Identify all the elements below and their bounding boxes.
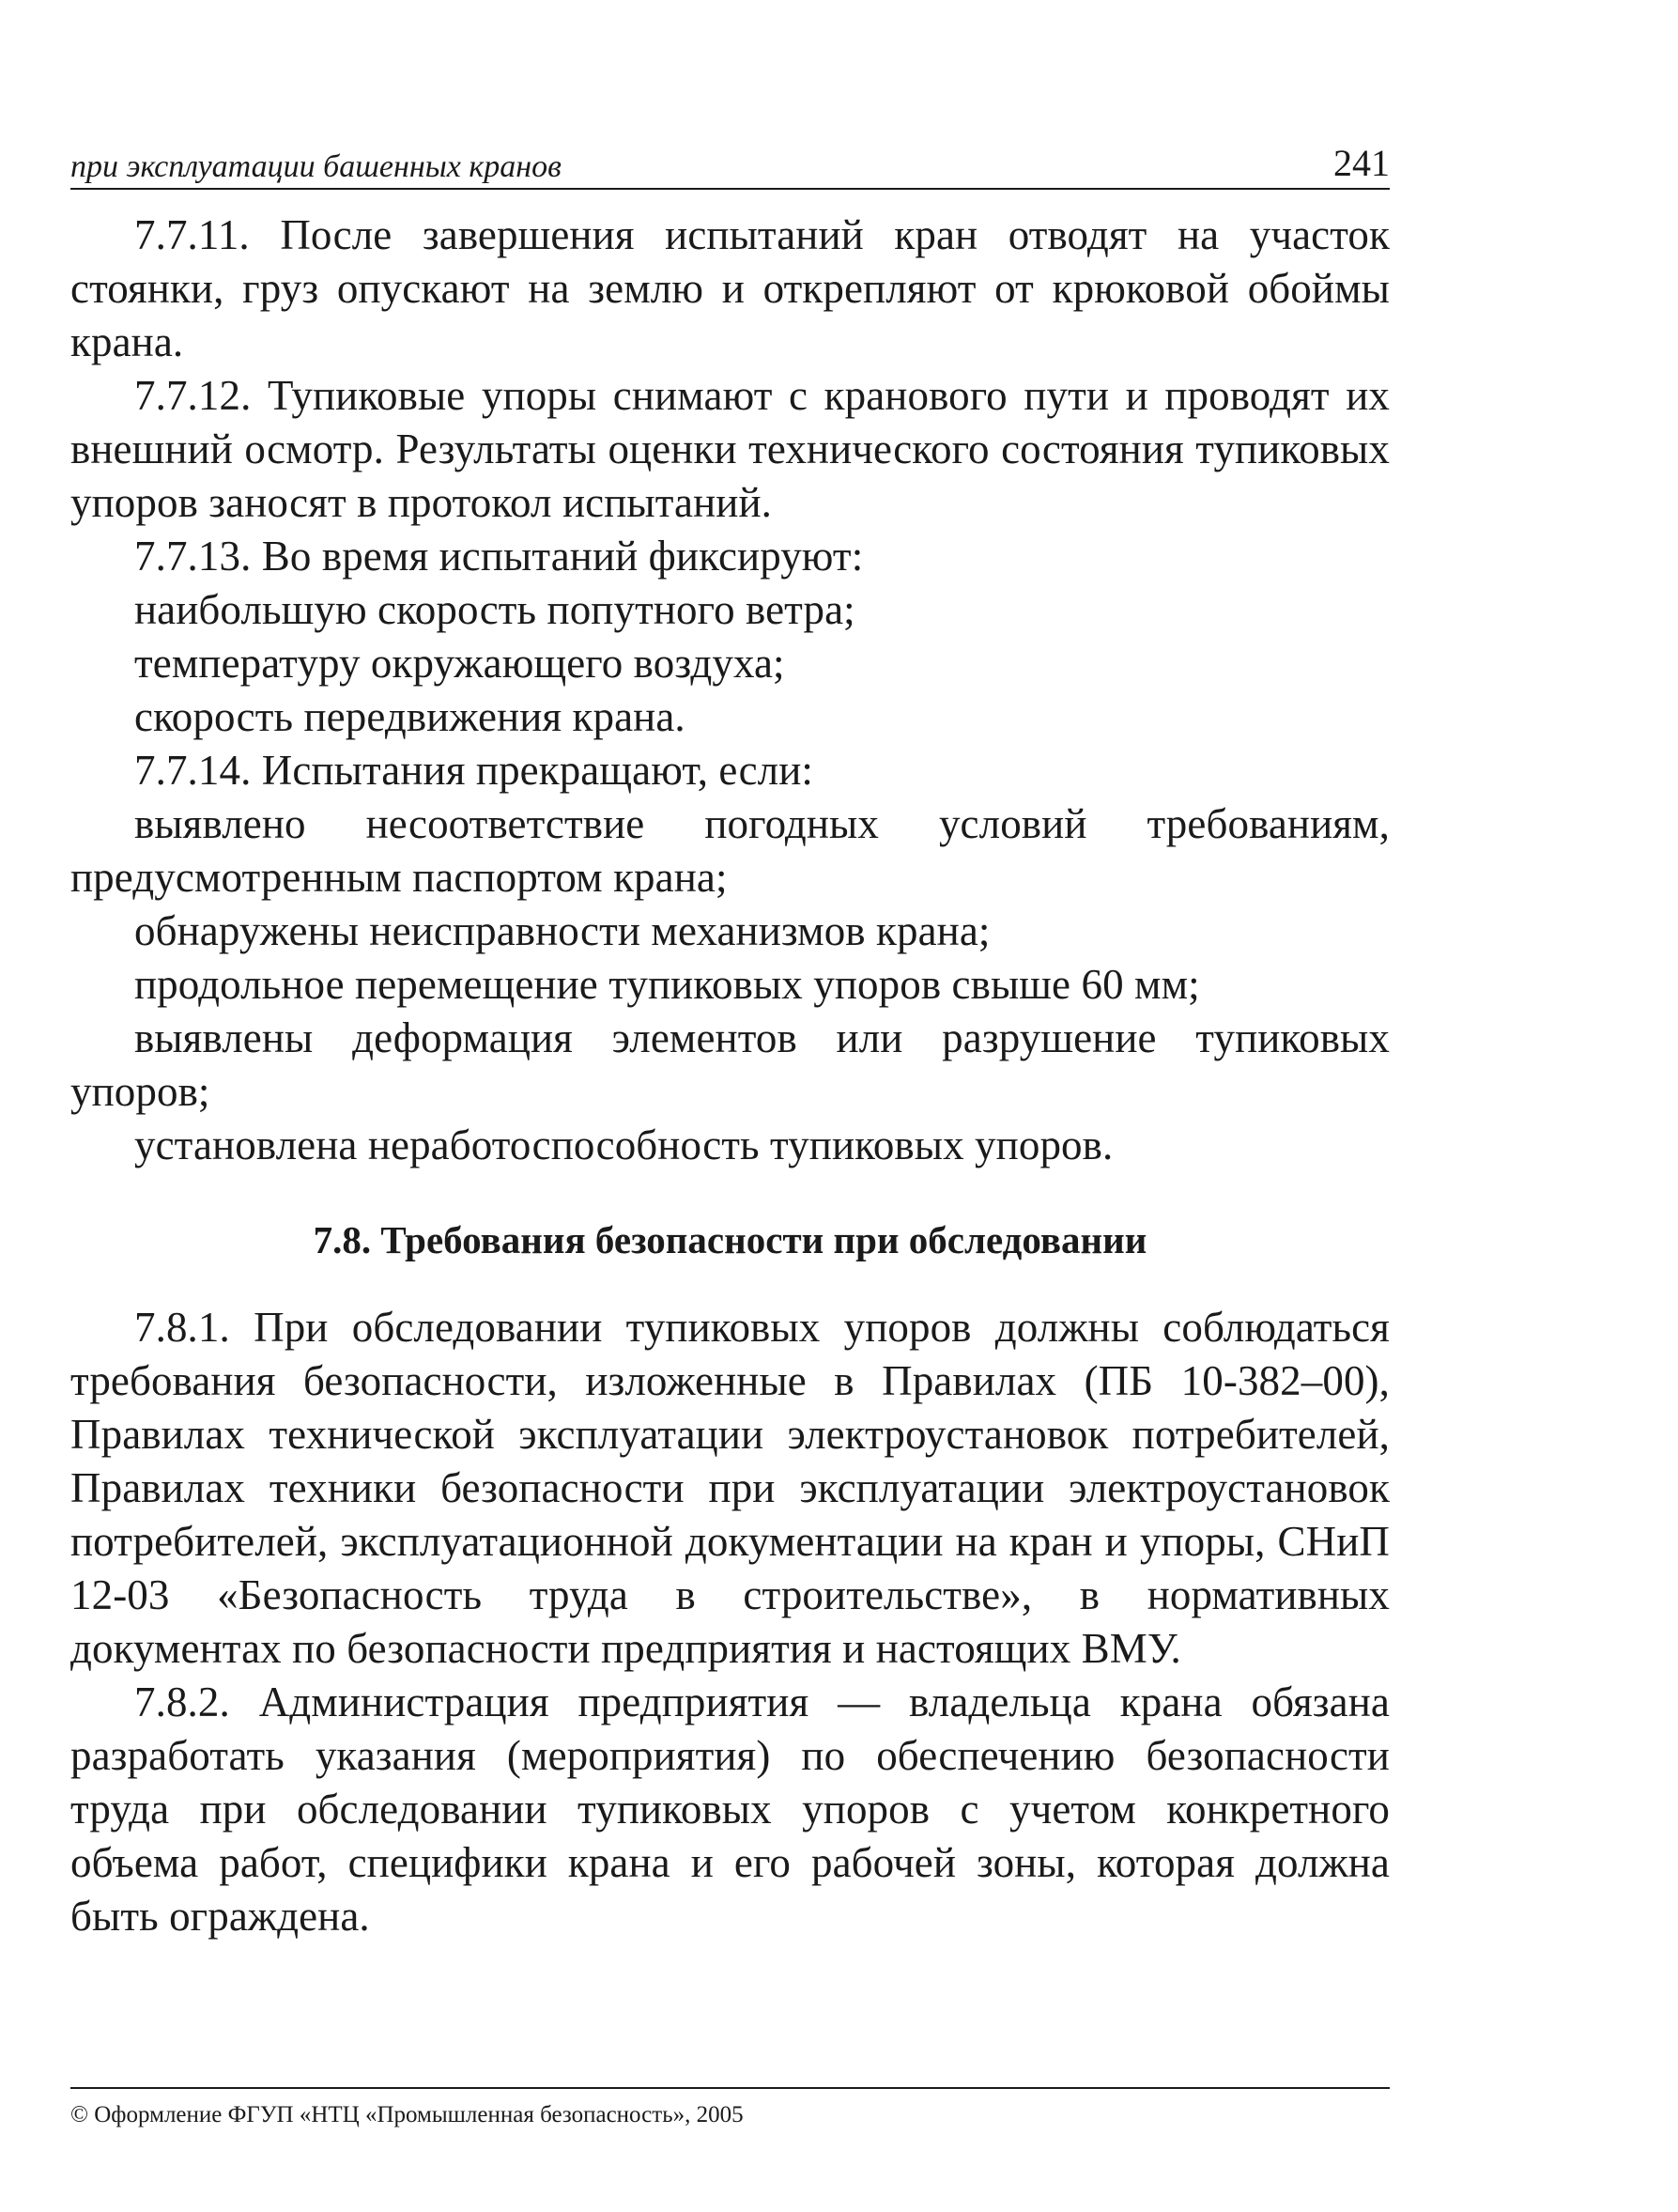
section-heading-7-8: 7.8. Требования безопасности при обследовании (313, 1218, 1147, 1261)
page-body (70, 209, 1390, 1943)
paragraph-7-7-14: 7.7.14. Испытания прекращают, если: (134, 747, 814, 794)
page-number: 241 (1333, 142, 1390, 184)
paragraph-7-7-12: 7.7.12. Тупиковые упоры снимают с кранового пути и проводят их внешний осмотр. Результаты оценки технического состояния тупиковых упоров заносят в протокол испытаний. (70, 372, 1390, 526)
footer-divider (70, 2087, 1390, 2089)
list-item-crane-speed: скорость передвижения крана. (134, 693, 685, 740)
paragraph-7-8-2: 7.8.2. Администрация предприятия — владельца крана обязана разработать указания (мероприятия) по обеспечению безопасности труда при обследовании тупиковых упоров с учетом конкретного объема работ, специфики крана и его рабочей зоны, которая должна быть ограждена. (70, 1678, 1390, 1940)
running-header (70, 141, 1390, 190)
list-item-wind-speed: наибольшую скорость попутного ветра; (134, 586, 855, 633)
list-item-inoperability: установлена неработоспособность тупиковых упоров. (134, 1121, 1114, 1168)
footer-copyright: © Оформление ФГУП «НТЦ «Промышленная безопасность», 2005 (70, 2102, 744, 2127)
paragraph-7-7-11: 7.7.11. После завершения испытаний кран отводят на участок стоянки, груз опускают на землю и открепляют от крюковой обоймы крана. (70, 211, 1390, 365)
header-title: при эксплуатации башенных кранов (70, 149, 562, 184)
list-item-longitudinal-displacement: продольное перемещение тупиковых упоров свыше 60 мм; (134, 961, 1200, 1008)
list-item-deformation: выявлены деформация элементов или разрушение тупиковых упоров; (70, 1014, 1390, 1115)
list-item-weather-mismatch: выявлено несоответствие погодных условий требованиям, предусмотренным паспортом крана; (70, 800, 1390, 901)
list-item-air-temperature: температуру окружающего воздуха; (134, 640, 785, 687)
list-item-mechanism-faults: обнаружены неисправности механизмов крана; (134, 907, 991, 954)
paragraph-7-8-1: 7.8.1. При обследовании тупиковых упоров должны соблюдаться требования безопасности, изложенные в Правилах (ПБ 10-382–00), Правилах технической эксплуатации электроустановок потребителей, Правилах техники безопасности при эксплуатации электроустановок потребителей, эксплуатационной документации на кран и упоры, СНиП 12-03 «Безопасность труда в строительстве», в нормативных документах по безопасности предприятия и настоящих ВМУ. (70, 1304, 1390, 1672)
paragraph-7-7-13: 7.7.13. Во время испытаний фиксируют: (134, 533, 864, 580)
